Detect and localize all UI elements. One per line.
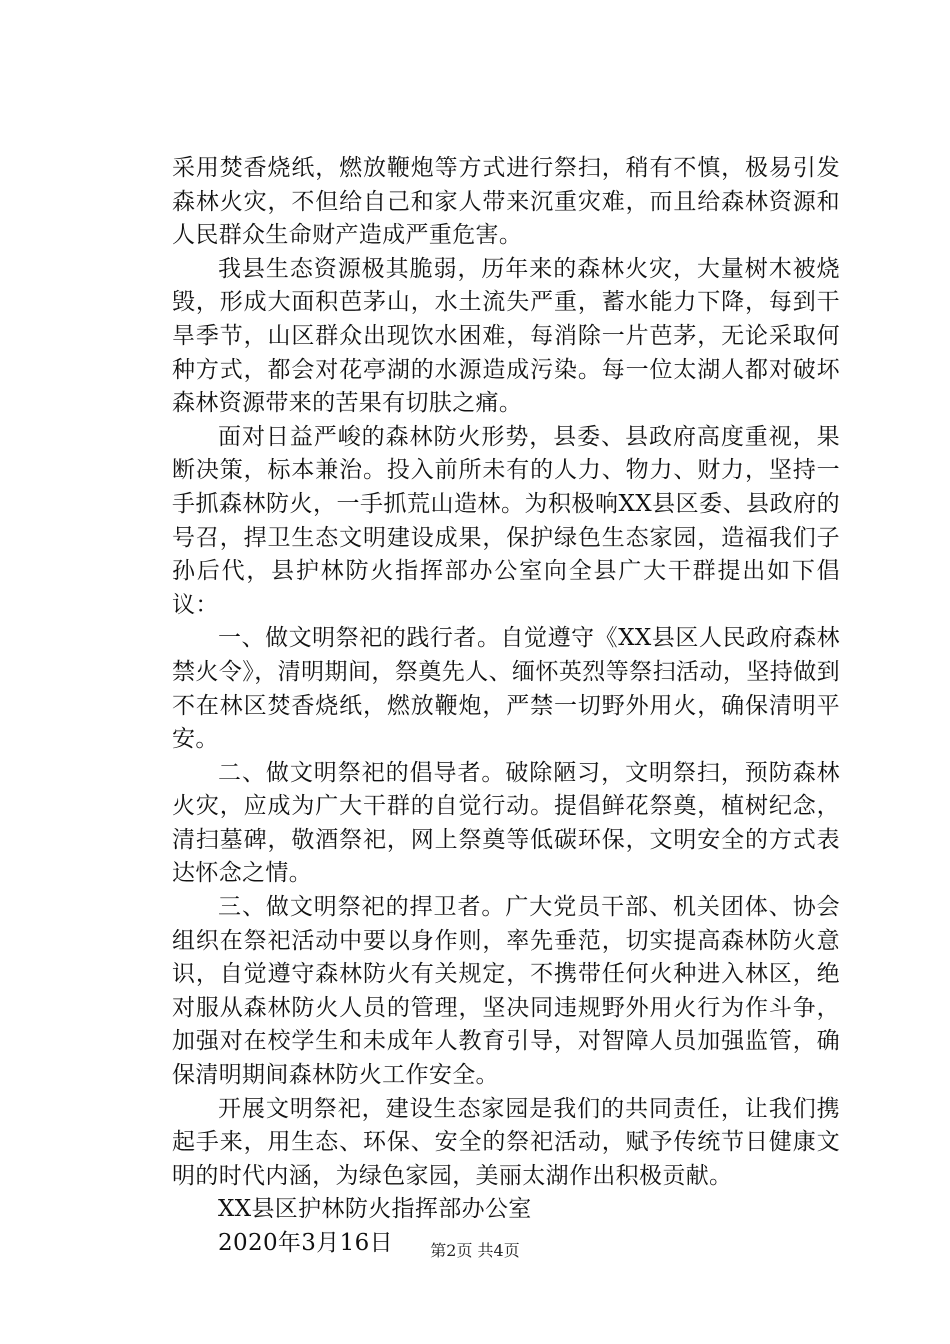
date-line: 2020年3月16日 [218, 1230, 393, 1256]
page-footer [0, 1241, 950, 1261]
paragraph-proposal-intro: 面对日益严峻的森林防火形势，县委、县政府高度重视，果断决策，标本兼治。投入前所未有的人力、物力、财力，坚持一手抓森林防火，一手抓荒山造林。为积极响XX县区委、县政府的号召，捍卫生态文明建设成果，保护绿色生态家园，造福我们子孙后代，县护林防火指挥部办公室向全县广大干群提出如下倡议： [172, 423, 840, 618]
paragraph-item-one: 一、做文明祭祀的践行者。自觉遵守《XX县区人民政府森林禁火令》，清明期间，祭奠先人、缅怀英烈等祭扫活动，坚持做到不在林区焚香烧纸，燃放鞭炮，严禁一切野外用火，确保清明平安。 [172, 625, 840, 753]
paragraph-item-two: 二、做文明祭祀的倡导者。破除陋习，文明祭扫，预防森林火灾，应成为广大干群的自觉行动。提倡鲜花祭奠，植树纪念，清扫墓碑，敬酒祭祀，网上祭奠等低碳环保，文明安全的方式表达怀念之情。 [172, 759, 840, 887]
signature-line: XX县区护林防火指挥部办公室 [218, 1196, 532, 1223]
document-body [172, 152, 840, 1261]
paragraph-continuation: 采用焚香烧纸，燃放鞭炮等方式进行祭扫，稍有不慎，极易引发森林火灾，不但给自己和家人带来沉重灾难，而且给森林资源和人民群众生命财产造成严重危害。 [172, 155, 840, 249]
paragraph-item-three: 三、做文明祭祀的捍卫者。广大党员干部、机关团体、协会组织在祭祀活动中要以身作则，率先垂范，切实提高森林防火意识，自觉遵守森林防火有关规定，不携带任何火种进入林区，绝对服从森林防火人员的管理，坚决同违规野外用火行为作斗争，加强对在校学生和未成年人教育引导，对智障人员加强监管，确保清明期间森林防火工作安全。 [172, 894, 840, 1089]
paragraph-ecology: 我县生态资源极其脆弱，历年来的森林火灾，大量树木被烧毁，形成大面积芭茅山，水土流失严重，蓄水能力下降，每到干旱季节，山区群众出现饮水困难，每消除一片芭茅，无论采取何种方式，都会对花亭湖的水源造成污染。每一位太湖人都对破坏森林资源带来的苦果有切肤之痛。 [172, 255, 840, 417]
page-number: 第2页 共4页 [430, 1241, 520, 1260]
paragraph-closing: 开展文明祭祀，建设生态家园是我们的共同责任，让我们携起手来，用生态、环保、安全的祭祀活动，赋予传统节日健康文明的时代内涵，为绿色家园，美丽太湖作出积极贡献。 [172, 1095, 840, 1189]
